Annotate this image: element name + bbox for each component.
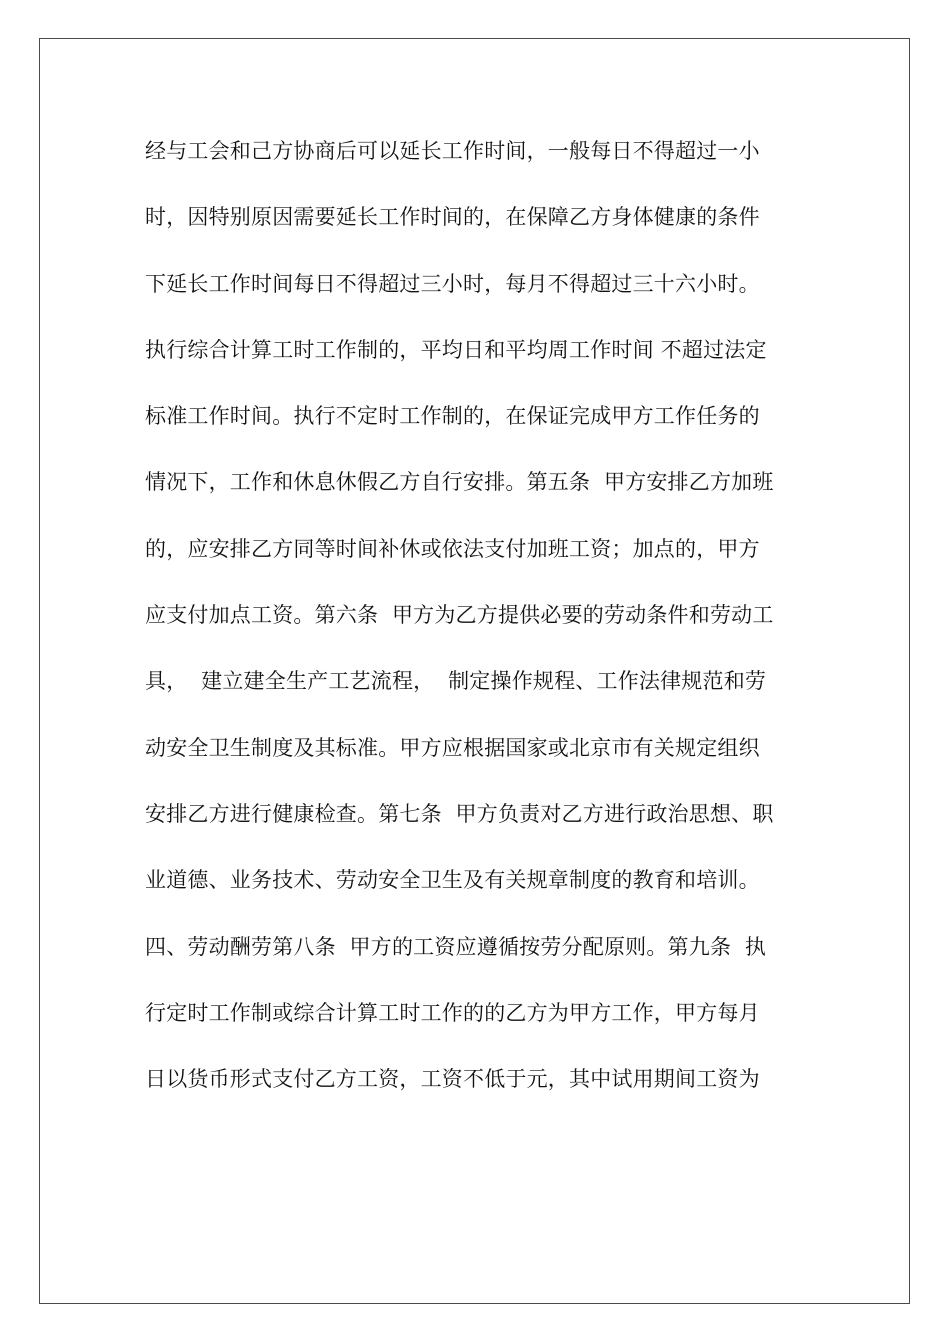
document-body — [145, 128, 810, 1122]
text-line: 下延长工作时间每日不得超过三小时，每月不得超过三十六小时。 — [145, 271, 760, 296]
text-line: 时，因特别原因需要延长工作时间的，在保障乙方身体健康的条件 — [145, 205, 760, 230]
text-line: 情况下，工作和休息休假乙方自行安排。第五条 甲方安排乙方加班 — [145, 470, 774, 495]
text-line: 标准工作时间。执行不定时工作制的，在保证完成甲方工作任务的 — [145, 404, 760, 429]
text-line: 执行综合计算工时工作制的，平均日和平均周工作时间 不超过法定 — [145, 337, 767, 362]
text-line: 四、劳动酬劳第八条 甲方的工资应遵循按劳分配原则。第九条 执 — [145, 934, 767, 959]
text-line: 日以货币形式支付乙方工资，工资不低于元，其中试用期间工资为 — [145, 1067, 760, 1092]
text-line: 业道德、业务技术、劳动安全卫生及有关规章制度的教育和培训。 — [145, 868, 760, 893]
text-line: 动安全卫生制度及其标准。甲方应根据国家或北京市有关规定组织 — [145, 735, 760, 760]
text-line: 经与工会和己方协商后可以延长工作时间，一般每日不得超过一小 — [145, 139, 760, 163]
text-line: 应支付加点工资。第六条 甲方为乙方提供必要的劳动条件和劳动工 — [145, 603, 774, 628]
text-line: 行定时工作制或综合计算工时工作的的乙方为甲方工作，甲方每月 — [145, 1000, 760, 1025]
text-line: 的，应安排乙方同等时间补休或依法支付加班工资；加点的，甲方 — [145, 536, 760, 561]
text-line: 安排乙方进行健康检查。第七条 甲方负责对乙方进行政治思想、职 — [145, 801, 774, 826]
text-line: 具， 建立建全生产工艺流程， 制定操作规程、工作法律规范和劳 — [145, 669, 767, 694]
